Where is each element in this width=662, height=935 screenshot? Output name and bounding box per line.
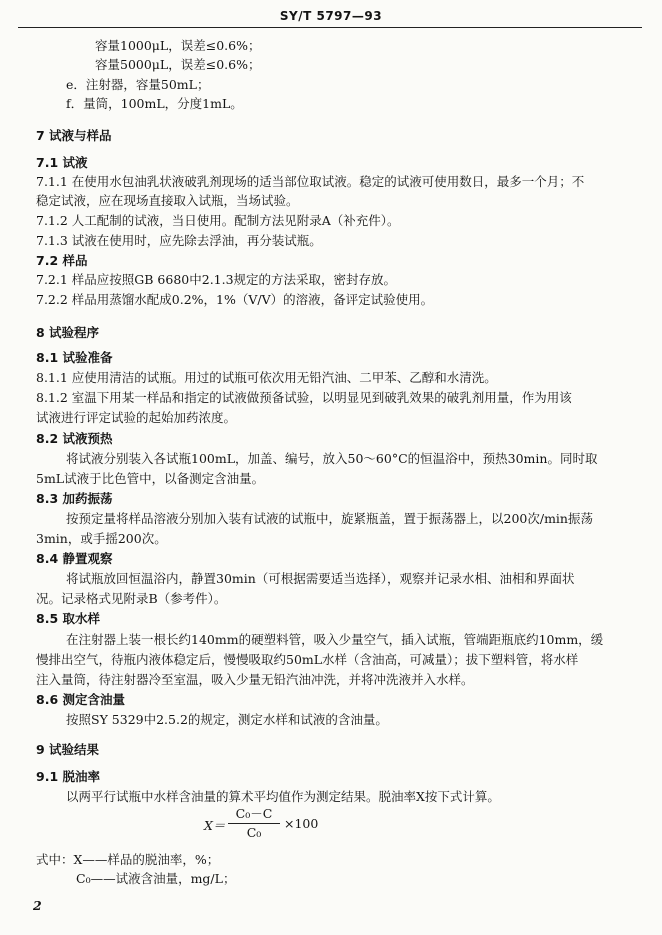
section-8-5-title: 8.5 取水样: [36, 611, 100, 626]
capacity-line-2: 容量5000μL，误差≤0.6%；: [95, 57, 261, 72]
capacity-line-1: 容量1000μL，误差≤0.6%；: [95, 38, 261, 53]
formula-fraction: [228, 806, 280, 841]
para-8-3-a: 按预定量将样品溶液分别加入装有试液的试瓶中，旋紧瓶盖，置于振荡器上，以200次/min振荡: [66, 511, 593, 526]
para-8-6: 按照SY 5329中2.5.2的规定，测定水样和试液的含油量。: [66, 712, 388, 727]
para-8-3-b: 3min，或手摇200次。: [36, 531, 167, 546]
para-7-1-3: 7.1.3 试液在使用时，应先除去浮油，再分装试瓶。: [36, 233, 322, 248]
section-8-6-title: 8.6 测定含油量: [36, 692, 125, 707]
formula-lhs: X＝: [204, 818, 226, 833]
para-9-1: 以两平行试瓶中水样含油量的算术平均值作为测定结果。脱油率X按下式计算。: [66, 789, 500, 804]
para-8-1-2-b: 试液进行评定试验的起始加药浓度。: [36, 410, 237, 425]
para-8-4-a: 将试瓶放回恒温浴内，静置30min（可根据需要适当选择），观察并记录水相、油相和界面状: [66, 571, 575, 586]
formula-rhs: ×100: [284, 816, 319, 831]
para-8-1-2-a: 8.1.2 室温下用某一样品和指定的试液做预备试验，以明显见到破乳效果的破乳剂用量，作为用该: [36, 390, 572, 405]
section-8-1-title: 8.1 试验准备: [36, 350, 113, 365]
para-8-5-a: 在注射器上装一根长约140mm的硬塑料管，吸入少量空气，插入试瓶，管端距瓶底约10mm，缓: [66, 632, 604, 647]
section-7-2-title: 7.2 样品: [36, 253, 88, 268]
para-7-1-1-b: 稳定试液，应在现场直接取入试瓶，当场试验。: [36, 193, 299, 208]
section-8-title: 8 试验程序: [36, 325, 100, 340]
item-f: f．量筒，100mL，分度1mL。: [66, 96, 243, 111]
para-7-1-1-a: 7.1.1 在使用水包油乳状液破乳剂现场的适当部位取试液。稳定的试液可使用数日，最多一个月；不: [36, 174, 585, 189]
header-rule: [18, 27, 642, 28]
section-9-title: 9 试验结果: [36, 742, 100, 757]
para-8-5-b: 慢排出空气，待瓶内液体稳定后，慢慢吸取约50mL水样（含油高，可减量）；拔下塑料管，将水样: [36, 652, 579, 667]
where-line-2: C₀——试液含油量，mg/L；: [76, 871, 236, 886]
section-8-2-title: 8.2 试液预热: [36, 431, 113, 446]
para-8-1-1: 8.1.1 应使用清洁的试瓶。用过的试瓶可依次用无铅汽油、二甲苯、乙醇和水清洗。: [36, 370, 497, 385]
section-7-title: 7 试液与样品: [36, 128, 112, 143]
deoiling-rate-formula: [204, 806, 334, 842]
para-8-4-b: 况。记录格式见附录B（参考件）。: [36, 591, 227, 606]
item-e: e．注射器，容量50mL；: [66, 77, 210, 92]
para-8-5-c: 注入量筒，待注射器冷至室温，吸入少量无铅汽油冲洗，并将冲洗液并入水样。: [36, 672, 474, 687]
para-8-2-a: 将试液分别装入各试瓶100mL，加盖、编号，放入50～60°C的恒温浴中，预热30min。同时取: [66, 451, 598, 466]
fraction-bar: [228, 823, 280, 824]
para-8-2-b: 5mL试液于比色管中，以备测定含油量。: [36, 471, 265, 486]
formula-numerator: C₀－C: [235, 806, 273, 821]
section-8-4-title: 8.4 静置观察: [36, 551, 113, 566]
page-number: 2: [33, 898, 42, 913]
section-8-3-title: 8.3 加药振荡: [36, 491, 113, 506]
section-9-1-title: 9.1 脱油率: [36, 769, 100, 784]
where-line-1: 式中：X——样品的脱油率，%；: [36, 852, 220, 867]
standard-header: SY/T 5797—93: [279, 9, 383, 23]
para-7-2-2: 7.2.2 样品用蒸馏水配成0.2%，1%（V/V）的溶液，备评定试验使用。: [36, 292, 434, 307]
formula-denominator: C₀: [246, 825, 262, 840]
section-7-1-title: 7.1 试液: [36, 155, 88, 170]
para-7-1-2: 7.1.2 人工配制的试液，当日使用。配制方法见附录A（补充件）。: [36, 213, 400, 228]
para-7-2-1: 7.2.1 样品应按照GB 6680中2.1.3规定的方法采取，密封存放。: [36, 272, 397, 287]
